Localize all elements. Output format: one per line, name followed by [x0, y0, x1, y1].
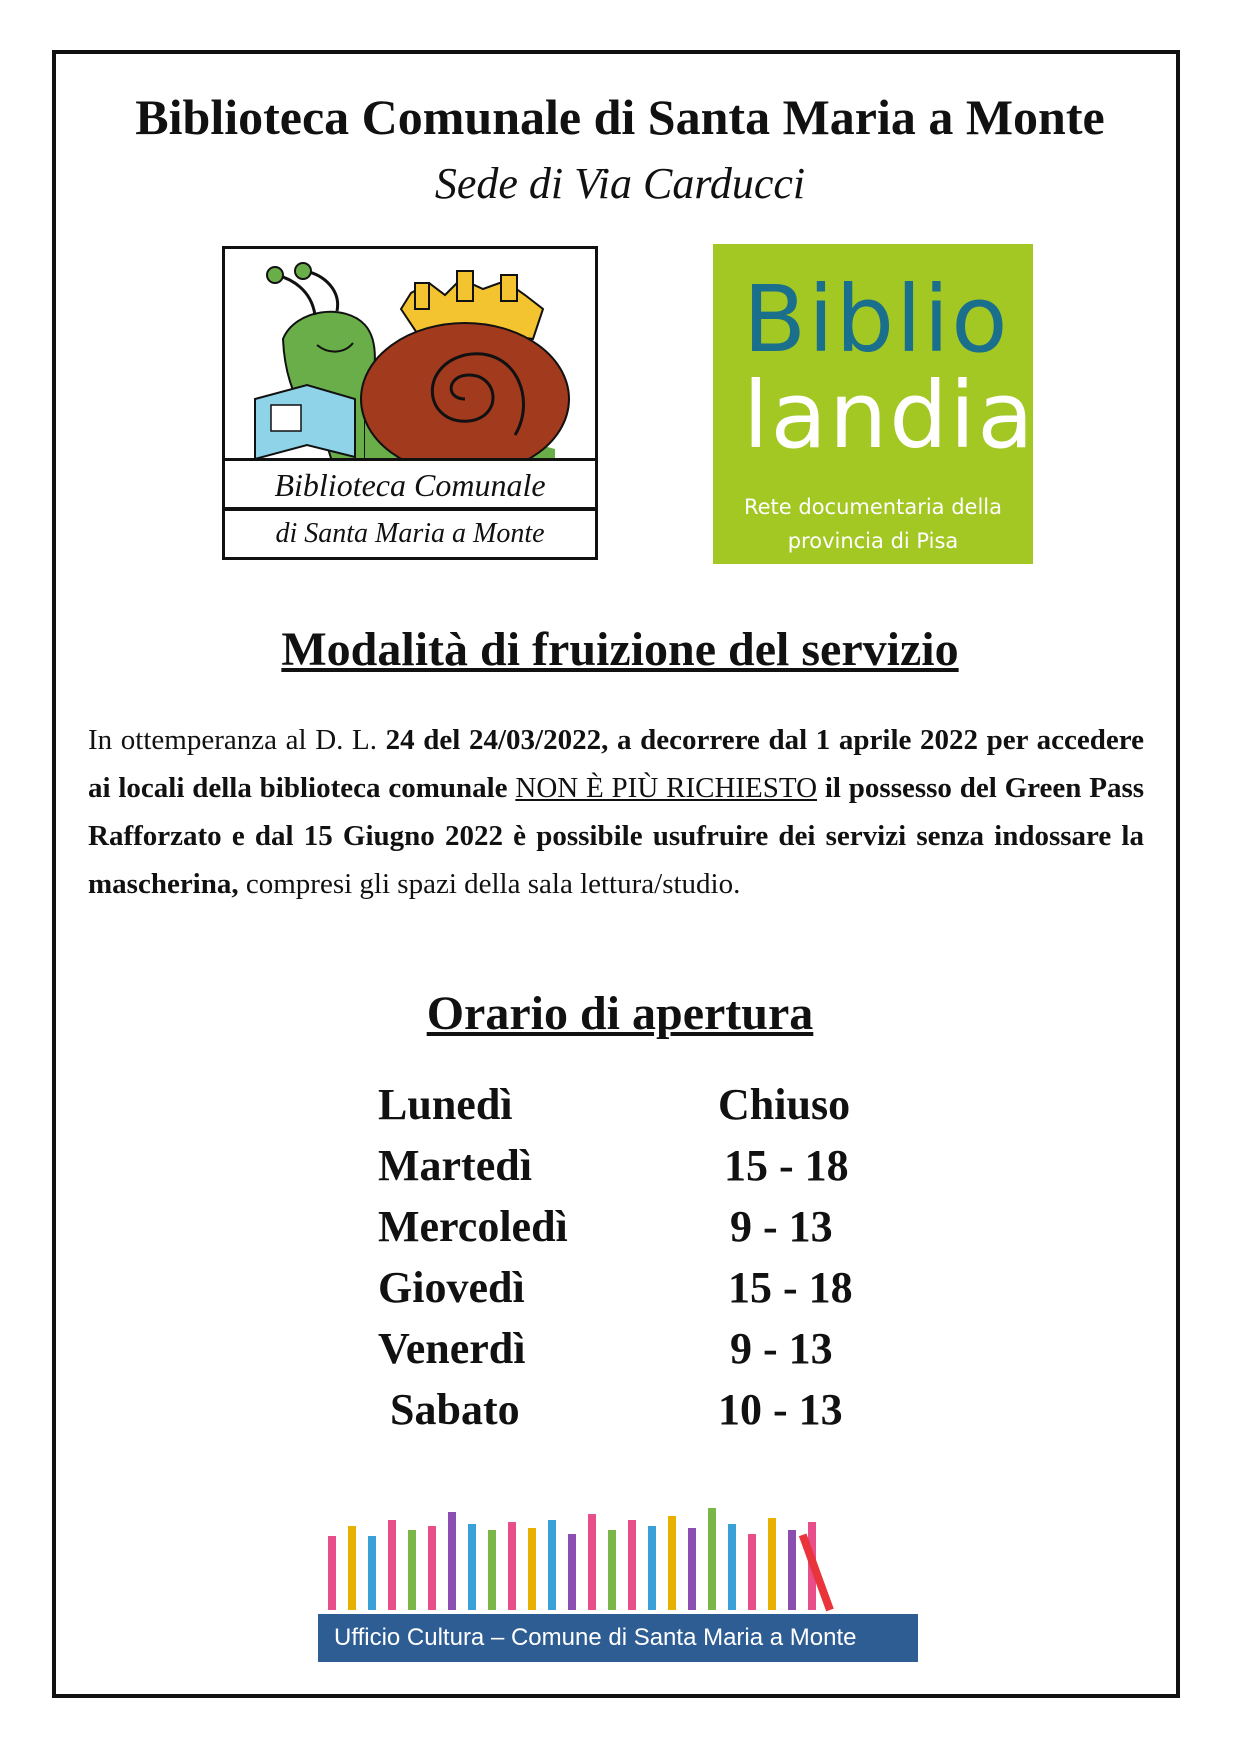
hours-row — [378, 1135, 938, 1196]
hours-row — [378, 1196, 938, 1257]
day-label: Lunedì — [378, 1080, 513, 1129]
para-text-1: In ottemperanza al D. L. — [88, 724, 386, 756]
tagline-line2: provincia di Pisa — [787, 529, 959, 553]
para-space-2 — [817, 772, 825, 804]
hours-title: Orario di apertura — [426, 987, 814, 1040]
day-label: Giovedì — [378, 1263, 525, 1312]
time-value: 9 - 13 — [730, 1324, 833, 1373]
para-text-3: il possesso del Green Pass Rafforzato e dal 15 Giugno 2022 è possibile usufruire dei servizi senza indossare la mascherina, — [88, 772, 1145, 900]
day-label: Mercoledì — [378, 1202, 568, 1251]
hours-row — [378, 1379, 938, 1440]
library-subtitle: Sede di Via Carducci — [434, 159, 806, 208]
para-text-not-required: NON È PIÙ RICHIESTO — [515, 772, 818, 804]
hours-table — [378, 1074, 938, 1440]
logo-line-biblioteca: Biblioteca Comunale — [222, 458, 598, 510]
bibliolandia-tagline — [713, 490, 1033, 558]
day-label: Sabato — [390, 1385, 520, 1434]
hours-row — [378, 1318, 938, 1379]
tagline-line1: Rete documentaria della — [743, 495, 1003, 519]
bibliolandia-word-landia: landia — [743, 362, 1036, 469]
time-value: 10 - 13 — [718, 1385, 843, 1434]
library-title: Biblioteca Comunale di Santa Maria a Monte — [135, 89, 1105, 145]
time-value: 9 - 13 — [730, 1202, 833, 1251]
footer-banner: Ufficio Cultura – Comune di Santa Maria a Monte — [318, 1614, 918, 1662]
snail-icon — [225, 249, 598, 478]
day-label: Martedì — [378, 1141, 532, 1190]
service-paragraph — [88, 716, 1144, 908]
time-value: 15 - 18 — [728, 1263, 853, 1312]
hours-row — [378, 1074, 938, 1135]
para-text-4: compresi gli spazi della sala lettura/studio. — [238, 868, 741, 900]
bookshelf-icon — [326, 1500, 926, 1612]
para-text-2: 24 del 24/03/2022, a decorrere dal 1 aprile 2022 per accedere ai locali della biblioteca comunale — [88, 724, 1144, 804]
time-value: 15 - 18 — [724, 1141, 849, 1190]
snail-logo-art — [222, 246, 598, 478]
library-logo — [222, 246, 598, 560]
day-label: Venerdì — [378, 1324, 526, 1373]
bibliolandia-word-biblio: Biblio — [743, 266, 1010, 373]
bibliolandia-logo — [713, 244, 1036, 564]
service-title: Modalità di fruizione del servizio — [281, 623, 959, 676]
logo-line-comune: di Santa Maria a Monte — [222, 508, 598, 560]
time-value: Chiuso — [718, 1080, 851, 1129]
hours-row — [378, 1257, 938, 1318]
